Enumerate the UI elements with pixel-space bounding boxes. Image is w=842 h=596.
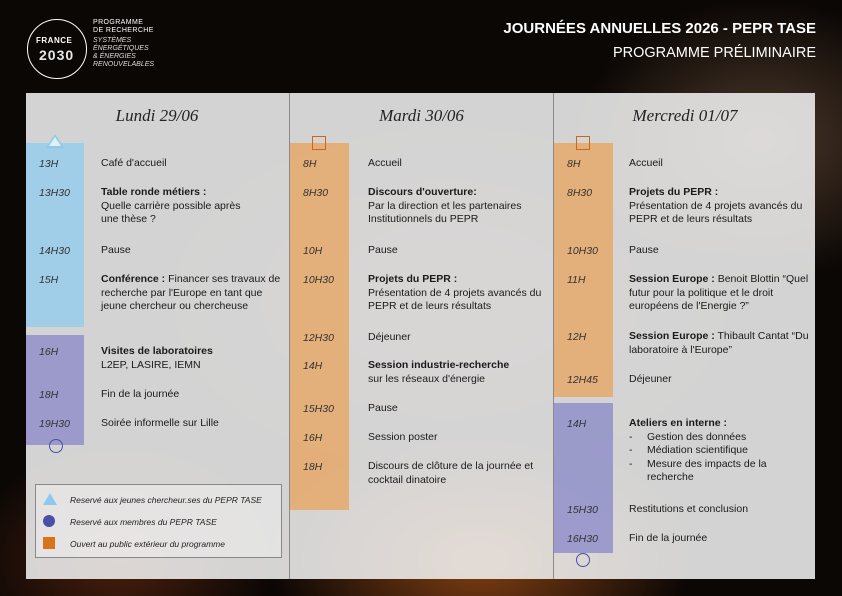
event-time: 16H30 xyxy=(567,533,598,545)
event-description xyxy=(101,345,281,372)
event-text: Discours de clôture de la journée et cocktail dinatoire xyxy=(368,460,534,486)
event-text: L2EP, LASIRE, IEMN xyxy=(101,358,201,371)
page-title: JOURNÉES ANNUELLES 2026 - PEPR TASE xyxy=(503,20,816,37)
legend-item xyxy=(43,537,225,549)
event-text: Financer ses travaux de recherche par l'Europe en tant que jeune chercheur ou chercheuse xyxy=(101,273,281,312)
event-description xyxy=(368,359,548,386)
event-time: 15H30 xyxy=(567,504,598,516)
event-description xyxy=(101,273,283,314)
event-time: 12H45 xyxy=(567,374,598,386)
event-time: 18H xyxy=(39,389,59,401)
public-bar xyxy=(554,143,613,397)
event-text: Fin de la journée xyxy=(629,532,708,544)
event-description xyxy=(101,417,281,431)
event-description xyxy=(368,331,548,345)
event-text: Soirée informelle sur Lille xyxy=(101,417,219,429)
event-time: 15H30 xyxy=(303,403,334,415)
event-text: Pause xyxy=(629,244,659,256)
event-text: Déjeuner xyxy=(368,331,411,343)
event-time: 14H xyxy=(567,418,587,430)
day-heading: Mardi 30/06 xyxy=(379,106,464,125)
event-title: Session Europe : xyxy=(629,273,715,285)
event-title: Discours d'ouverture: xyxy=(368,186,477,198)
young-researchers-bar xyxy=(26,143,84,327)
event-description xyxy=(629,532,809,546)
event-text: Pause xyxy=(101,244,131,256)
legend-item xyxy=(43,493,262,505)
event-title: Table ronde métiers : xyxy=(101,186,207,198)
workshop-list xyxy=(629,431,809,485)
event-title: Projets du PEPR : xyxy=(629,186,719,198)
page-subtitle: PROGRAMME PRÉLIMINAIRE xyxy=(612,45,816,61)
day-heading: Mercredi 01/07 xyxy=(632,106,738,125)
event-time: 8H30 xyxy=(567,187,593,199)
event-time: 8H30 xyxy=(303,187,329,199)
event-description xyxy=(368,273,548,314)
event-description xyxy=(368,157,548,171)
event-description xyxy=(101,157,281,171)
event-text: Benoit Blottin “Quel futur pour la politique et le droit européens de l'Energie ?” xyxy=(629,273,809,312)
logo-line-5: & ÉNERGIES xyxy=(93,53,136,60)
circle-icon xyxy=(43,515,55,527)
event-text: Accueil xyxy=(368,157,402,169)
list-item: - Mesure des impacts de la recherche xyxy=(629,458,809,485)
circle-icon xyxy=(576,553,590,567)
event-time: 19H30 xyxy=(39,418,70,430)
event-text: Accueil xyxy=(629,157,663,169)
schedule-panel xyxy=(26,93,815,579)
event-title: Visites de laboratoires xyxy=(101,345,213,357)
square-icon xyxy=(576,136,590,150)
legend-item xyxy=(43,515,217,527)
circle-icon xyxy=(49,439,63,453)
event-time: 13H xyxy=(39,158,59,170)
event-time: 10H xyxy=(303,245,323,257)
event-text: Déjeuner xyxy=(629,373,672,385)
event-time: 15H xyxy=(39,274,59,286)
day-column-mardi xyxy=(289,93,553,579)
event-description xyxy=(629,417,809,485)
event-text: Fin de la journée xyxy=(101,388,180,400)
event-description xyxy=(101,388,281,402)
event-time: 12H xyxy=(567,331,587,343)
event-title: Ateliers en interne : xyxy=(629,417,728,429)
event-text: Pause xyxy=(368,402,398,414)
event-description xyxy=(629,244,809,258)
event-time: 10H30 xyxy=(567,245,598,257)
event-time: 11H xyxy=(567,274,586,286)
list-item: - Médiation scientifique xyxy=(629,444,809,458)
event-text: Session poster xyxy=(368,431,438,443)
event-text: Thibault Cantat “Du laboratoire à l'Europe” xyxy=(629,330,809,356)
logo-france-text: FRANCE xyxy=(36,36,73,45)
logo-line-4: ÉNERGÉTIQUES xyxy=(93,45,149,52)
legend-label: Reservé aux membres du PEPR TASE xyxy=(70,517,217,527)
logo-line-3: SYSTÈMES xyxy=(93,37,132,44)
event-time: 8H xyxy=(303,158,317,170)
list-item: - Gestion des données xyxy=(629,431,809,445)
logo-line-6: RENOUVELABLES xyxy=(93,61,155,68)
event-description xyxy=(368,244,548,258)
event-description xyxy=(101,244,281,258)
legend-label: Ouvert au public extérieur du programme xyxy=(70,539,225,549)
event-text: Pause xyxy=(368,244,398,256)
triangle-icon xyxy=(43,493,57,505)
event-time: 16H xyxy=(303,432,323,444)
event-text: Présentation de 4 projets avancés du PEPR et de leurs résultats xyxy=(368,286,542,312)
event-description xyxy=(368,402,548,416)
event-title: Session industrie-recherche xyxy=(368,359,510,371)
event-description xyxy=(629,186,809,227)
event-description xyxy=(629,373,809,387)
logo-line-2: DE RECHERCHE xyxy=(93,27,154,34)
event-title: Session Europe : xyxy=(629,330,715,342)
day-column-lundi xyxy=(26,93,288,579)
event-text: Café d'accueil xyxy=(101,157,167,169)
event-time: 10H30 xyxy=(303,274,334,286)
event-title: Projets du PEPR : xyxy=(368,273,458,285)
event-description xyxy=(101,186,241,227)
event-description xyxy=(368,431,548,445)
event-text: Par la direction et les partenaires Institutionnels du PEPR xyxy=(368,199,522,225)
logo-line-1: PROGRAMME xyxy=(93,19,144,26)
event-description xyxy=(368,186,548,227)
event-title: Conférence : xyxy=(101,273,166,285)
triangle-icon xyxy=(46,134,64,148)
event-text: Restitutions et conclusion xyxy=(629,503,749,515)
logo-program-text xyxy=(93,19,203,69)
event-description xyxy=(629,157,809,171)
square-icon xyxy=(43,537,55,549)
event-time: 14H30 xyxy=(39,245,70,257)
square-icon xyxy=(312,136,326,150)
logo-year-text: 2030 xyxy=(39,47,75,63)
event-description xyxy=(368,460,548,487)
event-time: 8H xyxy=(567,158,581,170)
event-time: 14H xyxy=(303,360,323,372)
event-description xyxy=(629,273,809,314)
event-description xyxy=(629,330,809,357)
event-text: Présentation de 4 projets avancés du PEPR et de leurs résultats xyxy=(629,199,803,225)
event-text: sur les réseaux d'énergie xyxy=(368,372,485,385)
legend xyxy=(35,484,282,558)
event-time: 16H xyxy=(39,346,59,358)
event-description xyxy=(629,503,809,517)
event-time: 13H30 xyxy=(39,187,70,199)
event-time: 18H xyxy=(303,461,323,473)
event-text: Quelle carrière possible après une thèse ? xyxy=(101,199,241,225)
event-time: 12H30 xyxy=(303,332,334,344)
day-heading: Lundi 29/06 xyxy=(115,106,199,125)
legend-label: Reservé aux jeunes chercheur.ses du PEPR TASE xyxy=(70,495,262,505)
day-column-mercredi xyxy=(553,93,816,579)
